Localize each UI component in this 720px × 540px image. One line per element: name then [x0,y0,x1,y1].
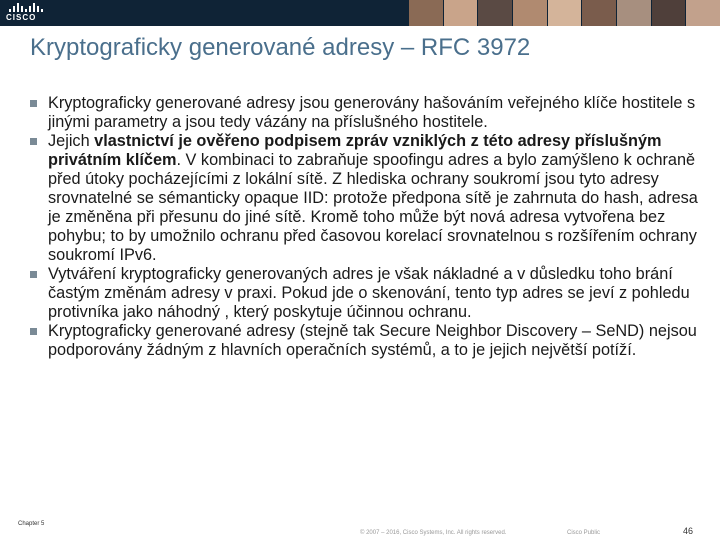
cisco-logo-text: CISCO [6,13,37,22]
header-photo-tile [651,0,686,26]
page-number: 46 [683,526,694,536]
header-photo-tile [477,0,512,26]
bullet-list [30,94,700,360]
header-bar [0,0,720,26]
header-photo-tile [547,0,582,26]
header-photo-tile [685,0,720,26]
cisco-logo-bars-icon [9,3,46,12]
footer-copyright: © 2007 – 2016, Cisco Systems, Inc. All rights reserved. [360,530,507,536]
bullet-item [30,94,700,132]
bullet-square-icon [30,138,37,145]
bullet-text-bold: vlastnictví je ověřeno podpisem zpráv vzniklých z této adresy příslušným privátním klíčem [48,132,662,169]
bullet-square-icon [30,328,37,335]
bullet-text: Vytváření kryptograficky generovaných adres je však nákladné a v důsledku toho brání častým změnám adresy v praxi. Pokud jde o skenování, tento typ adres se jeví z pohledu protivníka jako náhodný , který poskytuje účinnou ochranu. [48,265,690,321]
header-photo-tile [443,0,478,26]
header-photo-tile [512,0,547,26]
footer-classification: Cisco Public [567,530,601,536]
footer-chapter: Chapter 5 [18,521,45,527]
bullet-item [30,265,700,322]
cisco-logo [6,3,46,23]
header-photo-tile [581,0,616,26]
bullet-item [30,322,700,360]
slide-title: Kryptograficky generované adresy – RFC 3972 [30,34,531,61]
bullet-text: Kryptograficky generované adresy jsou generovány hašováním veřejného klíče hostitele s jinými parametry a jsou tedy vázány na příslušného hostitele. [48,94,696,131]
bullet-text: Kryptograficky generované adresy (stejně tak Secure Neighbor Discovery – SeND) nejsou podporovány žádným z hlavních operačních systémů, a to je jejich největší potíží. [48,322,697,359]
bullet-text: Jejich [48,132,95,150]
bullet-text: . V kombinaci to zabraňuje spoofingu adres a bylo zamýšleno k ochraně před útoky pocházejícími z lokální sítě. Z hlediska ochrany soukromí jsou tyto adresy srovnatelné se sémanticky opaque IID: protože předpona sítě je zahrnuta do hash, adresa je změněna při přesunu do jiné sítě. Kromě toho může být nová adresa vytvořena bez pohybu; to by umožnilo ochranu před časovou korelací srovnatelnou s rozšířením ochrany soukromí IPv6. [48,151,698,264]
header-photo-tile [616,0,651,26]
bullet-item [30,132,700,265]
bullet-square-icon [30,100,37,107]
header-photo-strip [408,0,720,26]
header-photo-tile [408,0,443,26]
bullet-square-icon [30,271,37,278]
